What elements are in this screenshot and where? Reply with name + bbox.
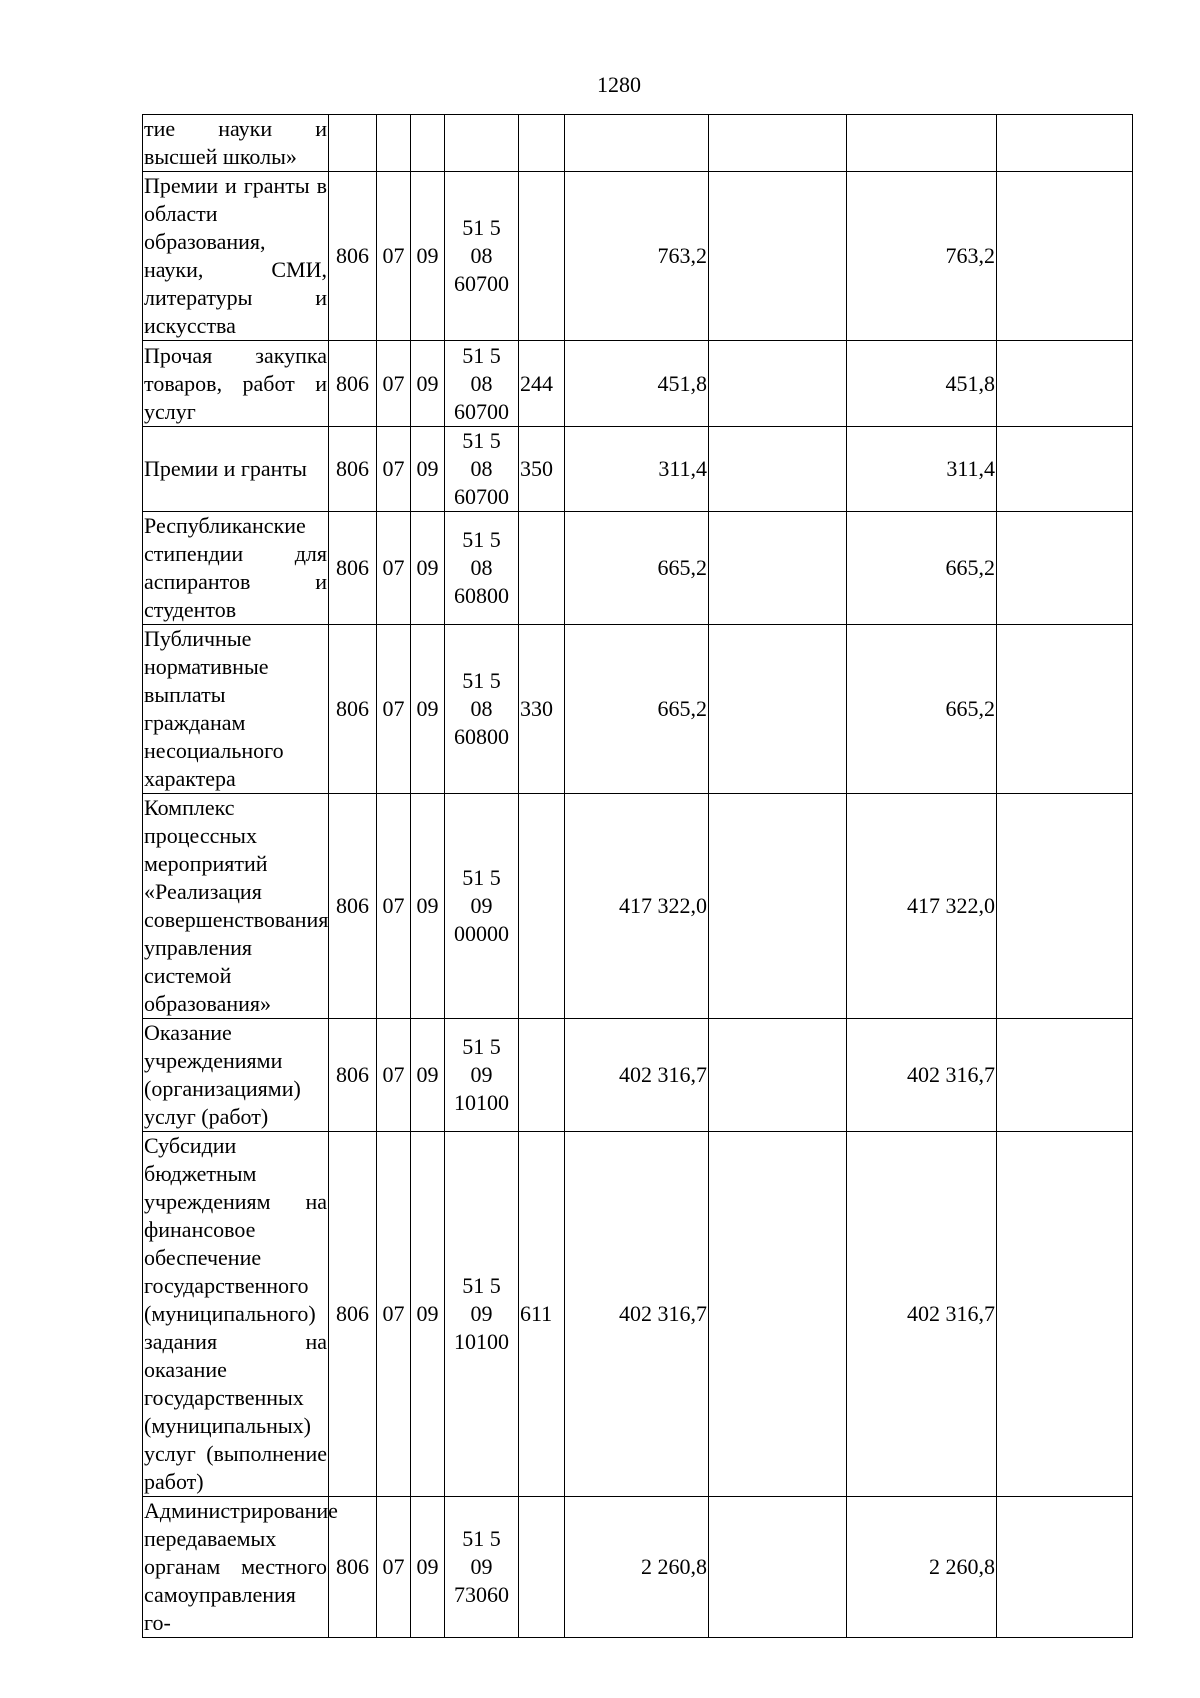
vr-cell bbox=[519, 625, 565, 794]
csr-part: 51 5 bbox=[462, 428, 501, 453]
ved-cell bbox=[329, 115, 377, 172]
row-name-cell bbox=[143, 625, 329, 794]
sum-2-cell bbox=[709, 625, 847, 794]
csr-part: 51 5 bbox=[462, 1273, 501, 1298]
ved-cell bbox=[329, 794, 377, 1019]
rz-cell bbox=[377, 427, 411, 512]
csr-part: 08 bbox=[470, 370, 493, 396]
csr-code bbox=[446, 427, 517, 511]
sum-1-value: 665,2 bbox=[657, 555, 707, 580]
budget-table bbox=[142, 114, 1133, 1638]
pr-code: 09 bbox=[416, 456, 439, 481]
row-name: Премии и гранты в области образования, науки, СМИ, литературы и искусства bbox=[144, 173, 327, 338]
sum-1-cell bbox=[565, 1019, 709, 1132]
csr-code bbox=[446, 214, 517, 298]
sum-3-cell bbox=[847, 1497, 997, 1638]
sum-4-cell bbox=[997, 512, 1133, 625]
row-name: Премии и гранты bbox=[144, 456, 307, 481]
rz-code: 07 bbox=[382, 555, 405, 580]
ved-cell bbox=[329, 1019, 377, 1132]
vr-cell bbox=[519, 512, 565, 625]
rz-code: 07 bbox=[382, 1062, 405, 1087]
ved-cell bbox=[329, 172, 377, 341]
sum-3-cell bbox=[847, 512, 997, 625]
pr-cell bbox=[411, 625, 445, 794]
vr-code: 350 bbox=[520, 456, 553, 481]
sum-1-value: 665,2 bbox=[657, 696, 707, 721]
table-row bbox=[143, 1497, 1133, 1638]
csr-part: 08 bbox=[470, 243, 493, 268]
vr-cell bbox=[519, 115, 565, 172]
sum-2-cell bbox=[709, 427, 847, 512]
sum-3-cell bbox=[847, 1132, 997, 1497]
csr-cell bbox=[445, 115, 519, 172]
pr-code: 09 bbox=[416, 696, 439, 721]
csr-part: 00000 bbox=[454, 921, 509, 946]
sum-4-cell bbox=[997, 341, 1133, 427]
sum-3-value: 311,4 bbox=[946, 456, 995, 481]
rz-cell bbox=[377, 1132, 411, 1497]
sum-3-value: 417 322,0 bbox=[907, 893, 995, 918]
vr-cell bbox=[519, 427, 565, 512]
row-name: Республиканские стипендии для аспирантов и студентов bbox=[144, 513, 327, 622]
table-row bbox=[143, 794, 1133, 1019]
csr-part: 51 5 bbox=[462, 1034, 501, 1059]
csr-part: 60800 bbox=[454, 583, 509, 608]
table-row bbox=[143, 1019, 1133, 1132]
pr-cell bbox=[411, 172, 445, 341]
pr-cell bbox=[411, 115, 445, 172]
sum-1-cell bbox=[565, 625, 709, 794]
sum-3-value: 665,2 bbox=[945, 696, 995, 721]
sum-3-cell bbox=[847, 1019, 997, 1132]
rz-code: 07 bbox=[382, 893, 405, 918]
sum-1-cell bbox=[565, 1497, 709, 1638]
sum-4-cell bbox=[997, 1019, 1133, 1132]
sum-1-value: 402 316,7 bbox=[619, 1301, 707, 1326]
ved-code: 806 bbox=[336, 555, 369, 580]
row-name: Администрирование передаваемых органам местного самоуправления го- bbox=[144, 1498, 338, 1635]
csr-part: 51 5 bbox=[462, 668, 501, 693]
ved-code: 806 bbox=[336, 243, 369, 268]
vr-cell bbox=[519, 1019, 565, 1132]
ved-code: 806 bbox=[336, 456, 369, 481]
csr-part: 51 5 bbox=[462, 527, 501, 552]
sum-1-cell bbox=[565, 115, 709, 172]
sum-1-cell bbox=[565, 1132, 709, 1497]
table-row bbox=[143, 427, 1133, 512]
sum-3-cell bbox=[847, 427, 997, 512]
csr-cell bbox=[445, 1132, 519, 1497]
sum-2-cell bbox=[709, 341, 847, 427]
csr-part: 60700 bbox=[454, 398, 509, 424]
sum-3-value: 451,8 bbox=[945, 370, 995, 396]
sum-3-value: 665,2 bbox=[945, 555, 995, 580]
pr-code: 09 bbox=[416, 1554, 439, 1579]
ved-code: 806 bbox=[336, 893, 369, 918]
sum-4-cell bbox=[997, 1132, 1133, 1497]
csr-part: 08 bbox=[470, 696, 493, 721]
csr-part: 09 bbox=[470, 893, 493, 918]
csr-part: 08 bbox=[470, 456, 493, 481]
rz-cell bbox=[377, 512, 411, 625]
rz-code: 07 bbox=[382, 456, 405, 481]
csr-part: 60700 bbox=[454, 271, 509, 296]
pr-code: 09 bbox=[416, 1301, 439, 1326]
csr-code bbox=[446, 1272, 517, 1356]
vr-cell bbox=[519, 172, 565, 341]
csr-cell bbox=[445, 427, 519, 512]
csr-part: 60700 bbox=[454, 484, 509, 509]
sum-1-value: 451,8 bbox=[657, 370, 707, 396]
sum-1-value: 311,4 bbox=[658, 456, 707, 481]
csr-part: 10100 bbox=[454, 1090, 509, 1115]
pr-cell bbox=[411, 1132, 445, 1497]
vr-code: 330 bbox=[520, 696, 553, 721]
rz-cell bbox=[377, 1019, 411, 1132]
sum-3-cell bbox=[847, 794, 997, 1019]
csr-part: 73060 bbox=[454, 1582, 509, 1607]
pr-cell bbox=[411, 341, 445, 427]
sum-1-value: 2 260,8 bbox=[641, 1554, 707, 1579]
vr-cell bbox=[519, 341, 565, 427]
sum-2-cell bbox=[709, 1497, 847, 1638]
table-row bbox=[143, 625, 1133, 794]
csr-part: 51 5 bbox=[462, 1526, 501, 1551]
row-name: Субсидии бюджетным учреждениям на финансовое обеспечение государственного (муниципального) задания на оказание государственных (муниципальных) услуг (выполнение работ) bbox=[144, 1133, 327, 1494]
ved-code: 806 bbox=[336, 1301, 369, 1326]
sum-3-value: 763,2 bbox=[945, 243, 995, 268]
csr-cell bbox=[445, 1019, 519, 1132]
pr-code: 09 bbox=[416, 243, 439, 268]
sum-3-cell bbox=[847, 172, 997, 341]
table-row bbox=[143, 341, 1133, 427]
rz-cell bbox=[377, 1497, 411, 1638]
rz-code: 07 bbox=[382, 243, 405, 268]
sum-4-cell bbox=[997, 1497, 1133, 1638]
sum-2-cell bbox=[709, 794, 847, 1019]
page-number: 1280 bbox=[597, 72, 641, 97]
csr-cell bbox=[445, 625, 519, 794]
csr-code bbox=[446, 1525, 517, 1609]
sum-1-cell bbox=[565, 341, 709, 427]
csr-cell bbox=[445, 172, 519, 341]
csr-part: 51 5 bbox=[462, 342, 501, 368]
sum-3-cell bbox=[847, 341, 997, 427]
csr-part: 08 bbox=[470, 555, 493, 580]
vr-cell bbox=[519, 1132, 565, 1497]
sum-2-cell bbox=[709, 512, 847, 625]
rz-code: 07 bbox=[382, 370, 405, 396]
csr-code bbox=[446, 864, 517, 948]
rz-code: 07 bbox=[382, 696, 405, 721]
ved-code: 806 bbox=[336, 696, 369, 721]
sum-4-cell bbox=[997, 794, 1133, 1019]
rz-code: 07 bbox=[382, 1554, 405, 1579]
pr-cell bbox=[411, 1497, 445, 1638]
csr-cell bbox=[445, 512, 519, 625]
sum-4-cell bbox=[997, 172, 1133, 341]
row-name: Оказание учреждениями (организациями) услуг (работ) bbox=[144, 1020, 301, 1129]
row-name-cell bbox=[143, 1132, 329, 1497]
pr-code: 09 bbox=[416, 1062, 439, 1087]
rz-cell bbox=[377, 625, 411, 794]
row-name: Комплекс процессных мероприятий «Реализация совершенствования управления системой образования» bbox=[144, 795, 329, 1016]
sum-1-cell bbox=[565, 512, 709, 625]
sum-4-cell bbox=[997, 625, 1133, 794]
csr-code bbox=[446, 526, 517, 610]
table-row bbox=[143, 115, 1133, 172]
vr-code: 611 bbox=[520, 1301, 553, 1326]
csr-cell bbox=[445, 794, 519, 1019]
csr-part: 09 bbox=[470, 1301, 493, 1326]
row-name-cell bbox=[143, 427, 329, 512]
rz-cell bbox=[377, 794, 411, 1019]
csr-code bbox=[446, 342, 517, 426]
csr-cell bbox=[445, 341, 519, 427]
table-row bbox=[143, 172, 1133, 341]
row-name-cell bbox=[143, 1497, 338, 1638]
ved-cell bbox=[329, 512, 377, 625]
row-name: Публичные нормативные выплаты гражданам несоциального характера bbox=[144, 626, 284, 791]
sum-2-cell bbox=[709, 1019, 847, 1132]
ved-code: 806 bbox=[336, 1062, 369, 1087]
sum-3-value: 402 316,7 bbox=[907, 1062, 995, 1087]
row-name-cell bbox=[143, 794, 329, 1019]
csr-part: 51 5 bbox=[462, 865, 501, 890]
row-name-cell bbox=[143, 172, 329, 341]
pr-code: 09 bbox=[416, 555, 439, 580]
csr-part: 09 bbox=[470, 1554, 493, 1579]
csr-part: 60800 bbox=[454, 724, 509, 749]
ved-cell bbox=[329, 625, 377, 794]
rz-cell bbox=[377, 341, 411, 427]
sum-1-cell bbox=[565, 172, 709, 341]
sum-1-value: 402 316,7 bbox=[619, 1062, 707, 1087]
row-name-cell bbox=[143, 341, 329, 427]
ved-code: 806 bbox=[336, 370, 369, 396]
sum-1-cell bbox=[565, 427, 709, 512]
sum-4-cell bbox=[997, 427, 1133, 512]
rz-cell bbox=[377, 115, 411, 172]
pr-cell bbox=[411, 427, 445, 512]
pr-cell bbox=[411, 1019, 445, 1132]
csr-code bbox=[446, 667, 517, 751]
pr-cell bbox=[411, 512, 445, 625]
pr-code: 09 bbox=[416, 370, 439, 396]
sum-3-value: 402 316,7 bbox=[907, 1301, 995, 1326]
ved-cell bbox=[329, 341, 377, 427]
csr-part: 10100 bbox=[454, 1329, 509, 1354]
sum-3-cell bbox=[847, 115, 997, 172]
vr-code: 244 bbox=[520, 370, 553, 396]
sum-2-cell bbox=[709, 172, 847, 341]
sum-1-value: 763,2 bbox=[657, 243, 707, 268]
table-body bbox=[143, 115, 1133, 1638]
sum-1-value: 417 322,0 bbox=[619, 893, 707, 918]
row-name: тие науки и высшей школы» bbox=[144, 116, 327, 169]
sum-3-cell bbox=[847, 625, 997, 794]
rz-cell bbox=[377, 172, 411, 341]
ved-cell bbox=[329, 427, 377, 512]
pr-cell bbox=[411, 794, 445, 1019]
csr-part: 09 bbox=[470, 1062, 493, 1087]
row-name-cell bbox=[143, 115, 329, 172]
sum-3-value: 2 260,8 bbox=[929, 1554, 995, 1579]
sum-2-cell bbox=[709, 1132, 847, 1497]
row-name-cell bbox=[143, 1019, 329, 1132]
row-name-cell bbox=[143, 512, 329, 625]
sum-4-cell bbox=[997, 115, 1133, 172]
csr-part: 51 5 bbox=[462, 215, 501, 240]
csr-cell bbox=[445, 1497, 519, 1638]
row-name: Прочая закупка товаров, работ и услуг bbox=[144, 342, 327, 424]
vr-cell bbox=[519, 794, 565, 1019]
ved-cell bbox=[329, 1132, 377, 1497]
ved-code: 806 bbox=[336, 1554, 369, 1579]
table-row bbox=[143, 1132, 1133, 1497]
sum-1-cell bbox=[565, 794, 709, 1019]
vr-cell bbox=[519, 1497, 565, 1638]
table-row bbox=[143, 512, 1133, 625]
pr-code: 09 bbox=[416, 893, 439, 918]
sum-2-cell bbox=[709, 115, 847, 172]
rz-code: 07 bbox=[382, 1301, 405, 1326]
csr-code bbox=[446, 1033, 517, 1117]
